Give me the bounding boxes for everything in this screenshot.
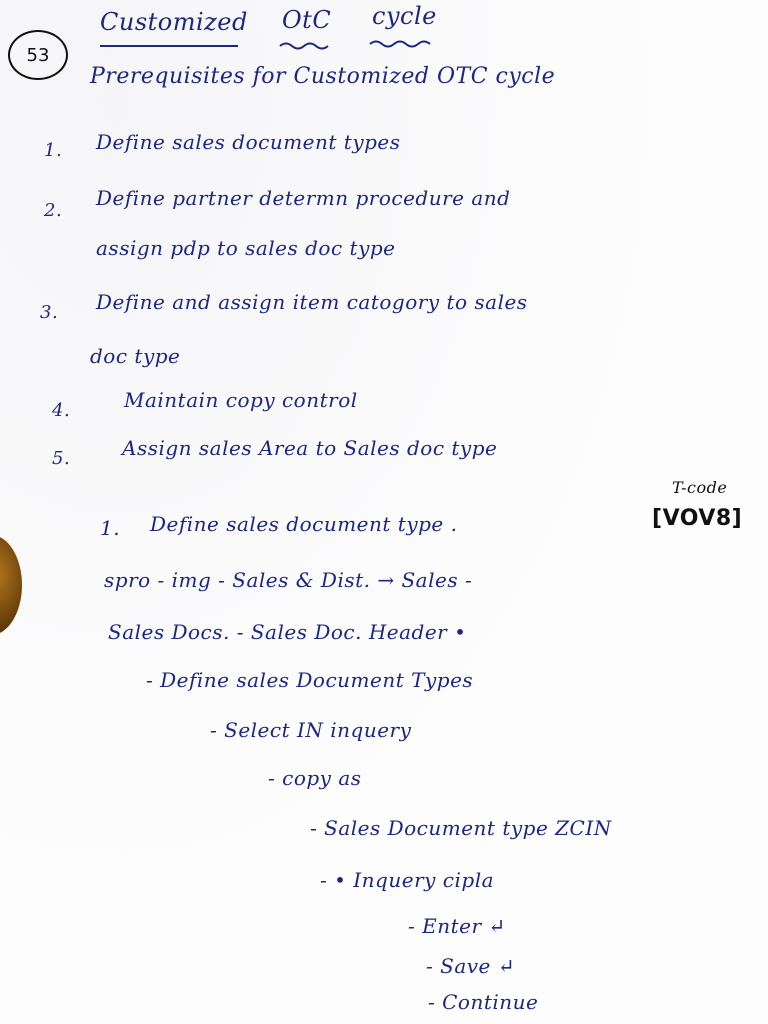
tcode-value: VOV8 — [662, 506, 732, 531]
list-item-1: Define sales document types — [96, 130, 401, 154]
list-item-3-cont: doc type — [90, 344, 181, 368]
title-underline — [98, 40, 438, 52]
step-8: - Enter ↵ — [408, 914, 506, 938]
list-num-3: 3. — [40, 302, 59, 323]
list-num-4: 4. — [52, 400, 71, 421]
step-9: - Save ↵ — [426, 954, 515, 978]
tcode-label: T-code — [672, 478, 728, 497]
list-item-3: Define and assign item catogory to sales — [96, 290, 528, 314]
step-10: - Continue — [428, 990, 539, 1014]
step-3: - Define sales Document Types — [146, 668, 474, 692]
step-1: spro - img - Sales & Dist. → Sales - — [104, 568, 473, 592]
list-item-2: Define partner determn procedure and — [96, 186, 511, 210]
title-part-2: OtC — [282, 6, 332, 34]
page-number: 53 — [26, 44, 50, 66]
tcode-box: [VOV8] — [652, 506, 743, 531]
step-2: Sales Docs. - Sales Doc. Header • — [108, 620, 467, 644]
section-num: 1. — [100, 516, 121, 540]
list-item-4: Maintain copy control — [124, 388, 358, 412]
list-num-5: 5. — [52, 448, 71, 469]
step-6: - Sales Document type ZCIN — [310, 816, 612, 840]
list-num-2: 2. — [44, 200, 63, 221]
step-4: - Select IN inquery — [210, 718, 412, 742]
list-num-1: 1. — [44, 140, 63, 161]
subtitle: Prerequisites for Customized OTC cycle — [90, 64, 556, 89]
step-7: - • Inquery cipla — [320, 868, 495, 892]
step-5: - copy as — [268, 766, 362, 790]
thumb-shadow — [0, 535, 22, 635]
page-number-badge — [8, 30, 68, 80]
list-item-5: Assign sales Area to Sales doc type — [122, 436, 498, 460]
list-item-2-cont: assign pdp to sales doc type — [96, 236, 396, 260]
title-part-3: cycle — [372, 2, 437, 30]
section-title: Define sales document type . — [150, 512, 458, 536]
title-part-1: Customized — [100, 8, 248, 36]
